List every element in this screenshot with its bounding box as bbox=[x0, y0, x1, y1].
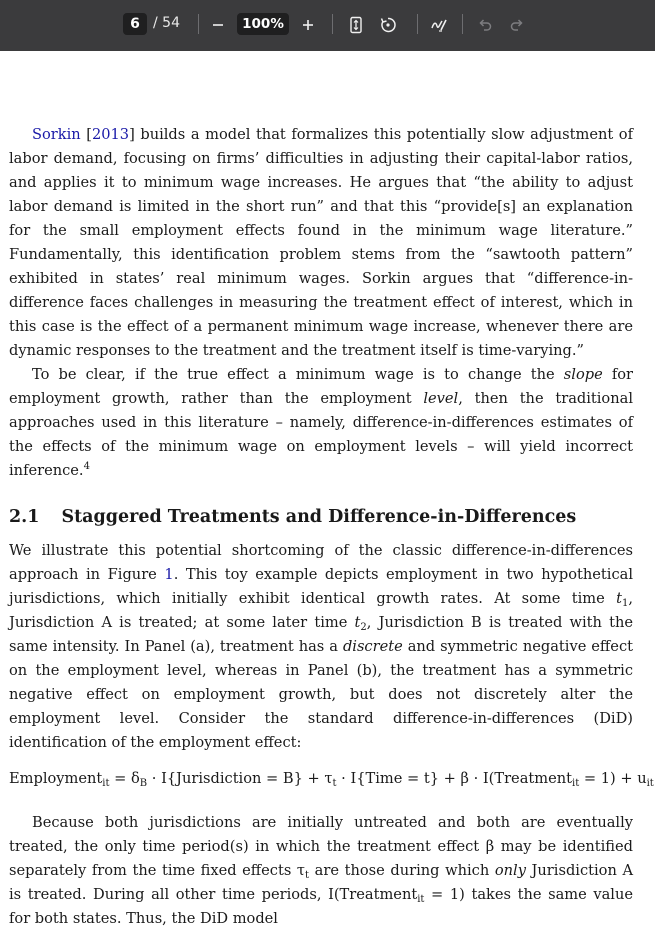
section-title: Staggered Treatments and Difference-in-Differences bbox=[61, 507, 577, 527]
figure-link[interactable]: 1 bbox=[164, 566, 174, 583]
did-equation: Employment$_{it}$ = $\delta_B$ · I{Jurisdiction = $B\} + \tau_t$ · I{Time = t} + β · I(Treatment$_{it}$ = $1) + u_{it}$ bbox=[9, 770, 654, 789]
plus-icon bbox=[301, 18, 315, 32]
pdf-page-content bbox=[9, 51, 654, 931]
zoom-level-input[interactable]: 100% bbox=[237, 13, 289, 35]
minus-icon bbox=[211, 18, 225, 32]
rotate-icon bbox=[379, 16, 397, 34]
toolbar-divider bbox=[332, 14, 333, 34]
paragraph-identification: Because both jurisdictions are initially untreated and both are eventually treated, the only time period(s) in which the treatment effect β may be identified separately from the time fixed effects $\tau_t$ are those during which only Jurisdiction A is treated. During all other time periods, I(Treatment$_{it}$ = 1) takes the same value for both states. Thus, the DiD model bbox=[9, 814, 634, 927]
zoom-in-button[interactable] bbox=[297, 14, 319, 36]
undo-button[interactable] bbox=[474, 14, 496, 36]
footnote-marker[interactable]: 4 bbox=[83, 461, 90, 472]
section-heading bbox=[9, 505, 633, 529]
draw-icon bbox=[430, 16, 448, 34]
toolbar-divider bbox=[417, 14, 418, 34]
redo-button[interactable] bbox=[506, 14, 528, 36]
section-number: 2.1 bbox=[9, 507, 40, 527]
rotate-button[interactable] bbox=[377, 14, 399, 36]
draw-button[interactable] bbox=[428, 14, 450, 36]
toolbar-divider bbox=[462, 14, 463, 34]
paragraph-slope: To be clear, if the true effect a minimum wage is to change the slope for employment growth, rather than the employment level, then the traditional approaches used in this literature – namely, difference-in-differences estimates of the effects of the minimum wage on employment levels – will yield incorrect inference.$^4$ bbox=[9, 366, 633, 479]
toolbar-divider bbox=[198, 14, 199, 34]
redo-icon bbox=[509, 17, 525, 33]
page-number-input[interactable]: 6 bbox=[123, 13, 147, 35]
paragraph-illustration: We illustrate this potential shortcoming of the classic difference-in-differences approach in Figure 1. This toy example depicts employment in two hypothetical jurisdictions, which initially exhibit identical growth rates. At some time $t_1$, Jurisdiction A is treated; at some later time $t_2$, Jurisdiction B is treated with the same intensity. In Panel (a), treatment has a discrete and symmetric negative effect on the employment level, whereas in Panel (b), the treatment has a symmetric negative effect on employment growth, but does not discretely alter the employment level. Consider the standard difference-in-differences (DiD) identification of the employment effect: bbox=[9, 542, 634, 751]
citation-link-year[interactable]: 2013 bbox=[91, 126, 130, 143]
paragraph-sorkin: Sorkin [2013] builds a model that formalizes this potentially slow adjustment of labor demand, focusing on firms’ difficulties in adjusting their capital-labor ratios, and applies it to minimum wage increases. He argues that “the ability to adjust labor demand is limited in the short run” and that this “provide[s] an explanation for the small employment effects found in the minimum wage literature.” Fundamentally, this identification problem stems from the “sawtooth pattern” exhibited in states’ real minimum wages. Sorkin argues that “difference-in-difference faces challenges in measuring the treatment effect of interest, which in this case is the effect of a permanent minimum wage increase, whenever there are dynamic responses to the treatment and the treatment itself is time-varying.” bbox=[9, 126, 633, 359]
citation-link-sorkin[interactable]: Sorkin bbox=[32, 126, 81, 143]
fit-page-icon bbox=[348, 16, 364, 34]
undo-icon bbox=[477, 17, 493, 33]
page-total-label: / 54 bbox=[153, 15, 180, 31]
pdf-toolbar bbox=[0, 0, 655, 51]
zoom-out-button[interactable] bbox=[207, 14, 229, 36]
fit-page-button[interactable] bbox=[345, 14, 367, 36]
